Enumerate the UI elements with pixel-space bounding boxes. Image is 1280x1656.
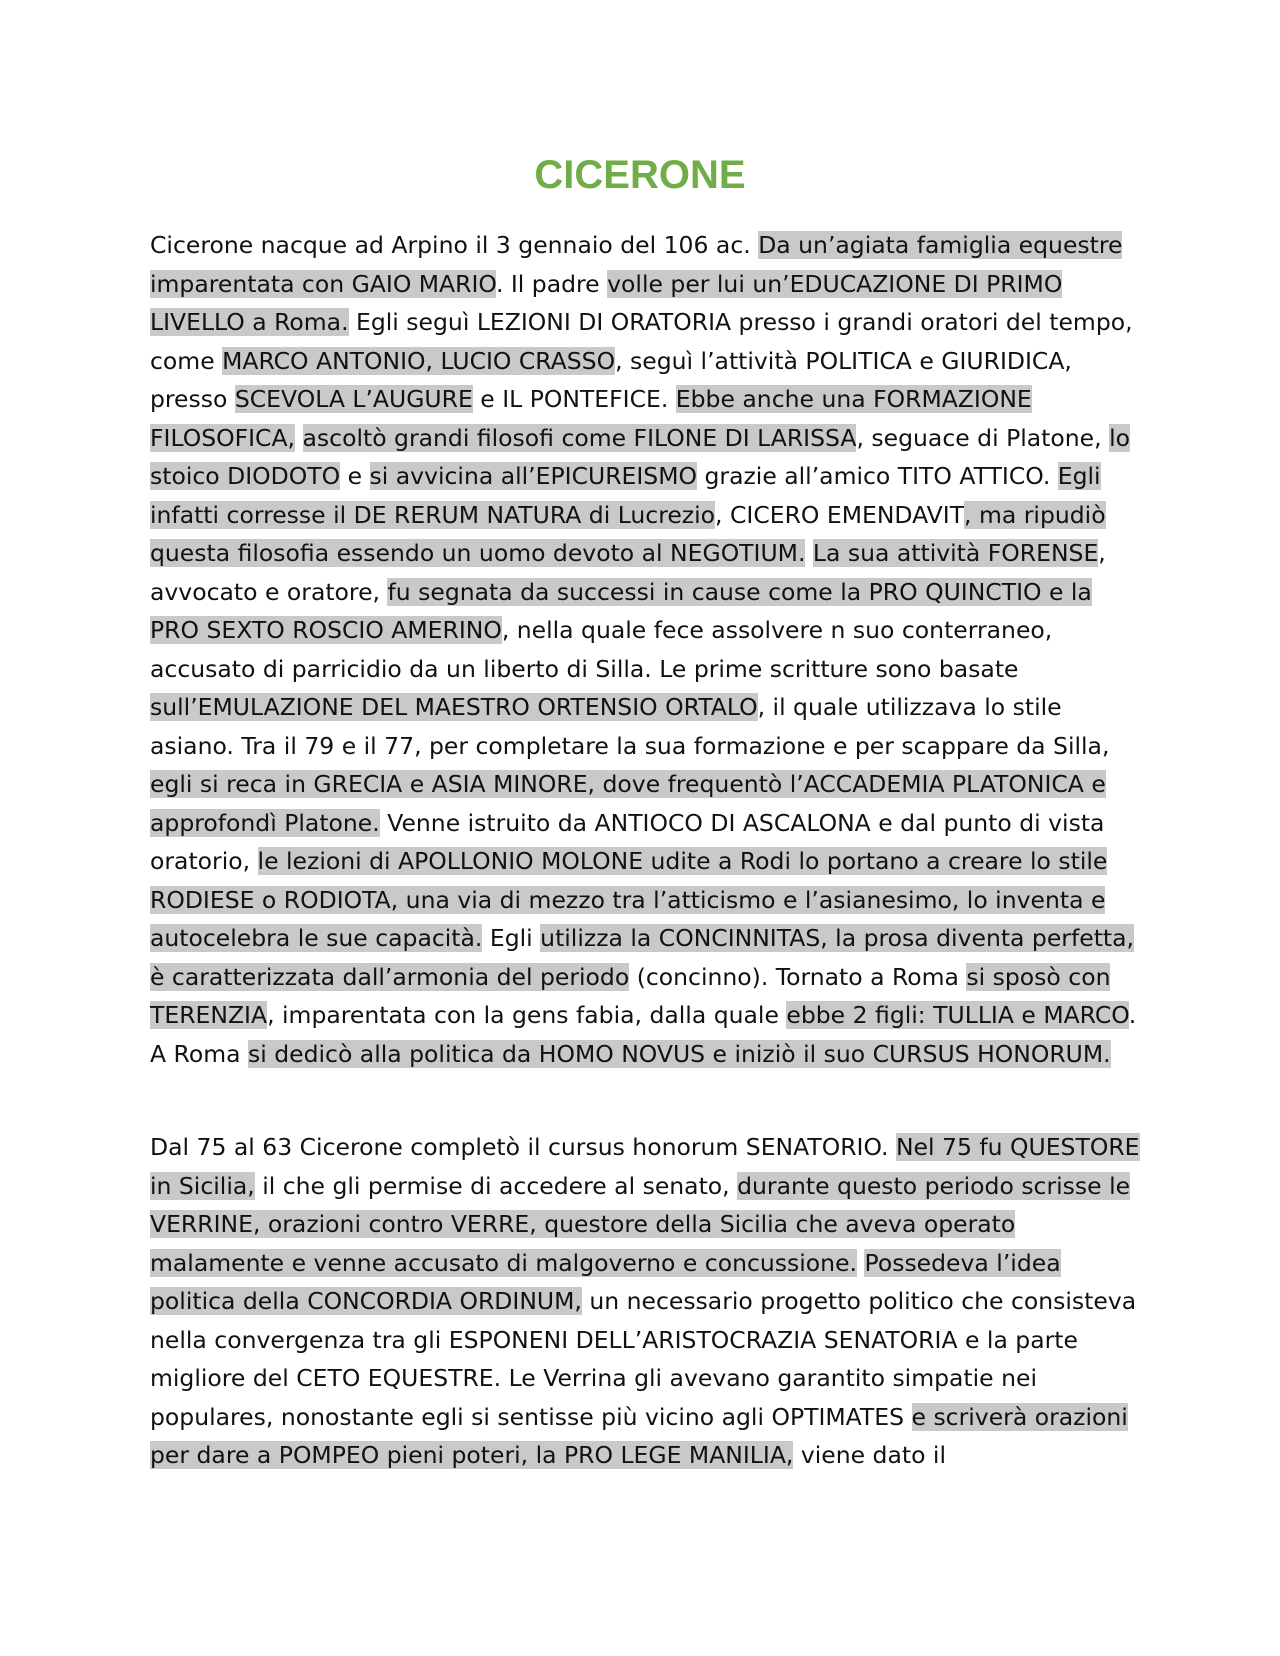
highlighted-text: Nel 75 fu QUESTORE in Sicilia, <box>150 1133 1140 1200</box>
highlighted-text: le lezioni di APOLLONIO MOLONE udite a Rodi lo portano a creare lo stile RODIESE o RODIOTA, una via di mezzo tra l’atticismo e l’asianesimo, lo inventa e autocelebra le sue capacità. <box>150 847 1108 952</box>
text-run: e IL PONTEFICE. <box>472 385 676 413</box>
text-run: , CICERO EMENDAVIT <box>715 500 965 529</box>
highlighted-text: si sposò con TERENZIA <box>150 962 1111 1029</box>
text-run: , nella quale fece assolvere n suo conterraneo, accusato di parricidio da un liberto di Silla. Le prime scritture sono basate <box>150 616 1053 683</box>
text-run: un necessario progetto politico che consisteva nella convergenza tra gli ESPONENI DELL’ARISTOCRAZIA SENATORIA e la parte migliore del CETO EQUESTRE. Le Verrina gli avevano garantito simpatie nei populares, nonostante egli si sentisse più vicino agli OPTIMATES <box>150 1287 1137 1431</box>
highlighted-text: volle per lui un’EDUCAZIONE DI PRIMO LIVELLO a Roma. <box>150 269 1063 336</box>
document-title: CICERONE <box>534 153 746 197</box>
text-run: Egli <box>482 924 541 952</box>
text-run: (concinno). Tornato a Roma <box>629 962 967 991</box>
highlighted-text: La sua attività FORENSE <box>812 539 1099 567</box>
text-run: , avvocato e oratore, <box>150 539 1106 606</box>
text-run: viene dato il <box>793 1441 946 1469</box>
text-run: Dal 75 al 63 Cicerone completò il cursus honorum SENATORIO. <box>150 1133 896 1161</box>
highlighted-text: , ma ripudiò questa filosofia essendo un uomo devoto al NEGOTIUM. <box>150 500 1106 567</box>
highlighted-text: ascoltò grandi filosofi come FILONE DI LARISSA <box>302 423 857 452</box>
text-run: . A Roma <box>150 1001 1137 1068</box>
highlighted-text: SCEVOLA L’AUGURE <box>234 385 473 413</box>
text-run <box>295 424 302 452</box>
text-run: Venne istruito da ANTIOCO DI ASCALONA e dal punto di vista oratorio, <box>150 808 1105 875</box>
paragraph-1 <box>150 226 1140 1073</box>
highlighted-text: Ebbe anche una FORMAZIONE FILOSOFICA, <box>150 385 1032 452</box>
highlighted-text: e scriverà orazioni per dare a POMPEO pieni poteri, la PRO LEGE MANILIA, <box>150 1402 1128 1469</box>
highlighted-text: sull’EMULAZIONE DEL MAESTRO ORTENSIO ORTALO <box>150 693 758 721</box>
highlighted-text: egli si reca in GRECIA e ASIA MINORE, dove frequentò l’ACCADEMIA PLATONICA e approfondì Platone. <box>150 770 1106 837</box>
text-run: , il quale utilizzava lo stile asiano. Tra il 79 e il 77, per completare la sua formazione e per scappare da Silla, <box>150 693 1110 760</box>
text-run <box>805 539 812 567</box>
highlighted-text: Egli infatti corresse il DE RERUM NATURA di Lucrezio <box>150 462 1101 529</box>
highlighted-text: ebbe 2 figli: TULLIA e MARCO <box>786 1001 1129 1029</box>
text-run: e <box>340 462 370 490</box>
paragraph-2 <box>150 1128 1140 1475</box>
highlighted-text: Possedeva l’idea politica della CONCORDIA ORDINUM, <box>150 1248 1061 1315</box>
highlighted-text: Da un’agiata famiglia equestre imparentata con GAIO MARIO <box>150 231 1123 298</box>
text-run: , seguì l’attività POLITICA e GIURIDICA, presso <box>150 346 1072 413</box>
highlighted-text: si dedicò alla politica da HOMO NOVUS e iniziò il suo CURSUS HONORUM. <box>247 1039 1111 1068</box>
text-run: . Il padre <box>495 269 608 298</box>
text-run: , imparentata con la gens fabia, dalla quale <box>267 1001 787 1029</box>
text-run: Egli seguì LEZIONI DI ORATORIA presso i grandi oratori del tempo, come <box>150 308 1133 375</box>
highlighted-text: fu segnata da successi in cause come la PRO QUINCTIO e la PRO SEXTO ROSCIO AMERINO <box>150 577 1092 644</box>
highlighted-text: si avvicina all’EPICUREISMO <box>369 462 698 490</box>
text-run: , seguace di Platone, <box>856 423 1110 452</box>
highlighted-text: lo stoico DIODOTO <box>150 423 1130 490</box>
text-run: il che gli permise di accedere al senato, <box>254 1171 738 1200</box>
highlighted-text: MARCO ANTONIO, LUCIO CRASSO <box>222 346 616 375</box>
highlighted-text: durante questo periodo scrisse le VERRINE, orazioni contro VERRE, questore della Sicilia che aveva operato malamente e venne accusato di malgoverno e concussione. <box>150 1171 1131 1277</box>
text-run: grazie all’amico TITO ATTICO. <box>697 462 1058 490</box>
highlighted-text: utilizza la CONCINNITAS, la prosa diventa perfetta, è caratterizzata dall’armonia del periodo <box>150 924 1134 991</box>
text-run: Cicerone nacque ad Arpino il 3 gennaio del 106 ac. <box>150 231 759 259</box>
